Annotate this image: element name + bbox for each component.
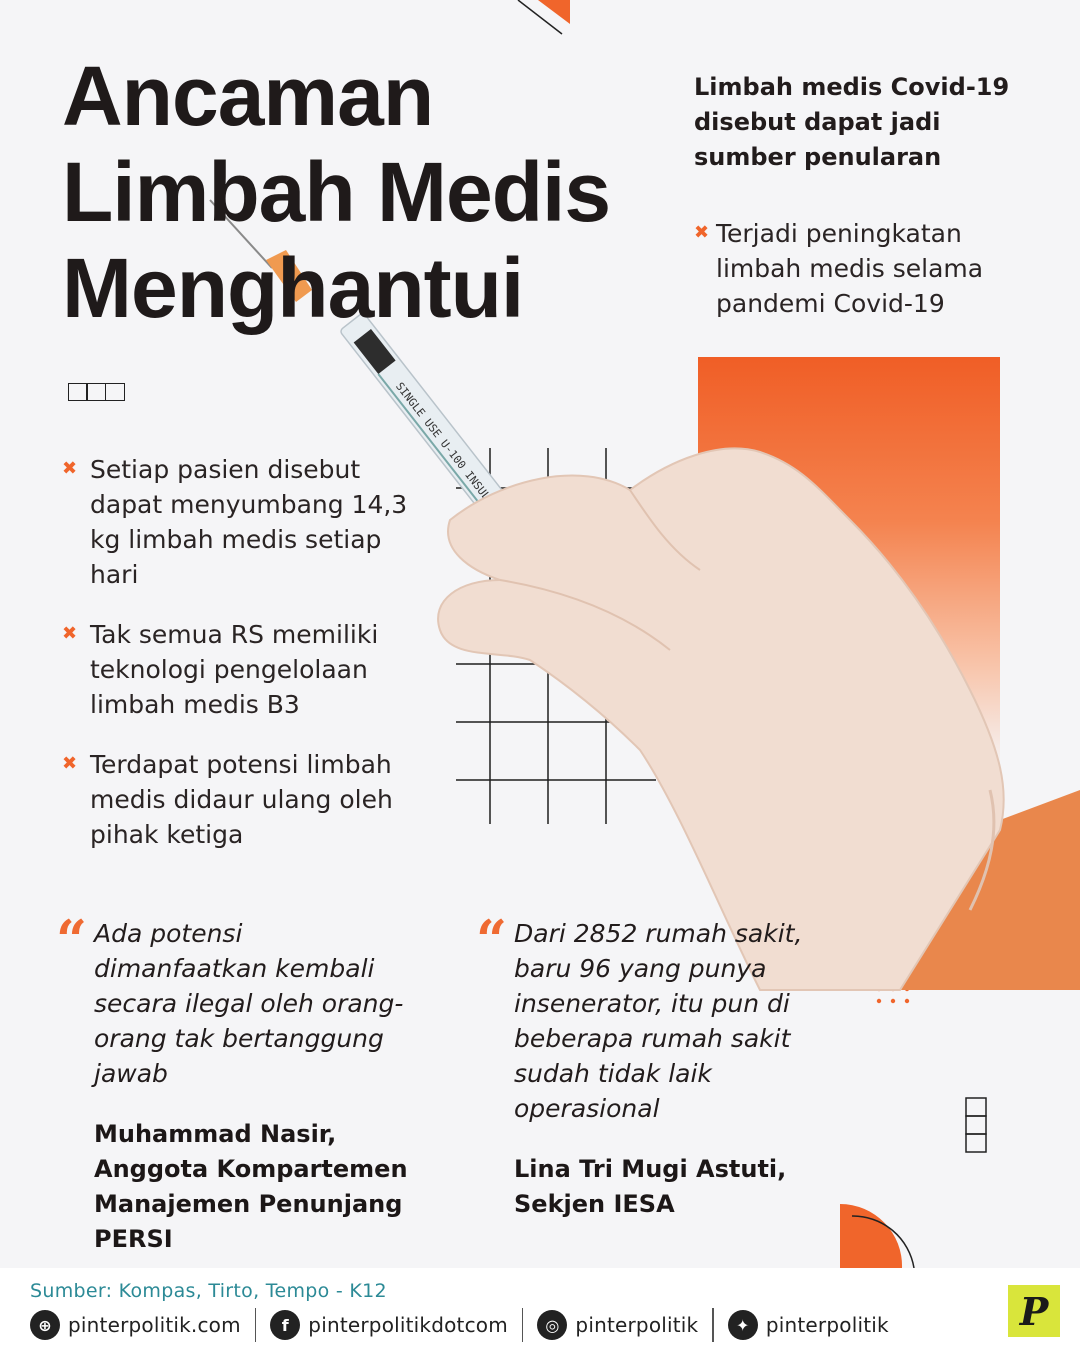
- title-line-2: Limbah Medis: [62, 145, 611, 239]
- quote-author: Muhammad Nasir, Anggota Kompartemen Manajemen Penunjang PERSI: [94, 1120, 408, 1253]
- quote-text: Dari 2852 rumah sakit, baru 96 yang punya insenerator, itu pun di beberapa rumah sakit sudah tidak laik operasional: [514, 919, 803, 1123]
- bullet-text: Tak semua RS memiliki teknologi pengelolaan limbah medis B3: [90, 620, 379, 719]
- semicircle-decoration: [838, 1202, 918, 1268]
- globe-icon: ⊕: [30, 1310, 60, 1340]
- x-mark-icon: ✖: [62, 458, 78, 479]
- brand-logo: P: [1008, 1285, 1060, 1337]
- social-instagram[interactable]: [537, 1310, 698, 1340]
- social-label: pinterpolitik: [575, 1313, 699, 1337]
- social-facebook[interactable]: [270, 1310, 508, 1340]
- quote-mark-icon: “: [476, 908, 508, 972]
- x-mark-icon: ✖: [62, 753, 78, 774]
- bullet-list: [62, 452, 422, 877]
- syringe-label: SINGLE USE U-100 INSULIN: [392, 379, 502, 514]
- quote-author: Lina Tri Mugi Astuti, Sekjen IESA: [514, 1155, 787, 1218]
- x-mark-icon: ✖: [62, 623, 78, 644]
- divider: [522, 1308, 524, 1342]
- intro-headline: Limbah medis Covid-19 disebut dapat jadi sumber penularan: [694, 73, 1010, 171]
- social-website[interactable]: [30, 1310, 241, 1340]
- intro-bullet: [694, 216, 1014, 321]
- boxes-decoration: [69, 383, 125, 401]
- list-item: [62, 617, 422, 722]
- x-mark-icon: ✖: [694, 222, 710, 243]
- title-line-3: Menghantui: [62, 241, 524, 335]
- social-twitter[interactable]: [728, 1310, 889, 1340]
- quote-block: [476, 908, 816, 1222]
- top-triangle-decoration: [510, 0, 580, 40]
- stacked-boxes-decoration: [965, 1097, 989, 1157]
- divider: [255, 1308, 257, 1342]
- title-line-1: Ancaman: [62, 49, 434, 143]
- social-label: pinterpolitikdotcom: [308, 1313, 508, 1337]
- social-links: [30, 1308, 889, 1342]
- instagram-icon: ◎: [537, 1310, 567, 1340]
- quote-block: [56, 908, 416, 1257]
- page-title: [62, 48, 610, 336]
- social-label: pinterpolitik: [765, 1313, 889, 1337]
- footer: [0, 1268, 1080, 1350]
- list-item: [62, 747, 422, 852]
- intro-bullet-text: Terjadi peningkatan limbah medis selama pandemi Covid-19: [716, 219, 984, 318]
- list-item: [62, 452, 422, 592]
- quote-text: Ada potensi dimanfaatkan kembali secara ilegal oleh orang-orang tak bertanggung jawab: [94, 919, 404, 1088]
- bullet-text: Setiap pasien disebut dapat menyumbang 14,3 kg limbah medis setiap hari: [90, 455, 408, 589]
- social-label: pinterpolitik.com: [68, 1313, 241, 1337]
- facebook-icon: f: [270, 1310, 300, 1340]
- quote-mark-icon: “: [56, 908, 88, 972]
- source-text: Sumber: Kompas, Tirto, Tempo - K12: [30, 1280, 387, 1302]
- divider: [712, 1308, 714, 1342]
- bullet-text: Terdapat potensi limbah medis didaur ulang oleh pihak ketiga: [90, 750, 393, 849]
- twitter-icon: ✦: [728, 1310, 758, 1340]
